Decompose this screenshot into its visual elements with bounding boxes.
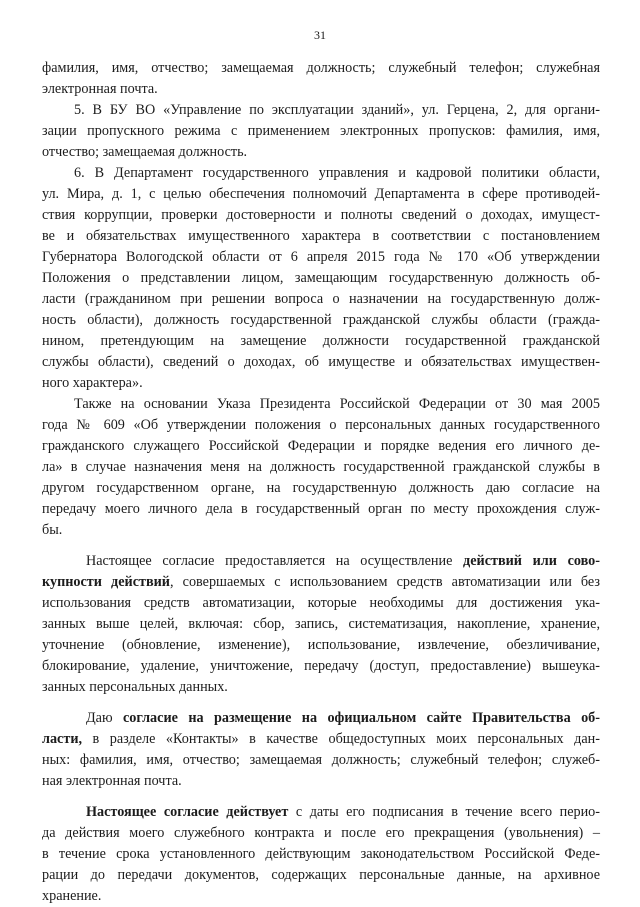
text-run: Настоящее согласие предоставляется на осуществление [86, 553, 453, 569]
text-line: в течение срока установленного действующим законодательством Российской Феде- [42, 846, 600, 862]
text-line: гражданского служащего Российской Федерации и порядке ведения его личного де- [42, 438, 600, 454]
bold-text: ласти, [42, 731, 83, 747]
text-line: ность области), должность государственной гражданской службы области (гражда- [42, 312, 600, 328]
text-line: передачу моего личного дела в государственный орган по месту прохождения служ- [42, 501, 600, 517]
text-line: ного характера». [42, 375, 143, 391]
text-line: занных персональных данных. [42, 679, 228, 695]
text-line: ласти (гражданином при решении вопроса о назначении на государственную долж- [42, 291, 600, 307]
text-line: зации пропускного режима с применением электронных пропусков: фамилия, имя, [42, 123, 600, 139]
text-line [42, 729, 600, 750]
text-line: года № 609 «Об утверждении положения о персональных данных государственного [42, 417, 600, 433]
text-line: отчество; замещаемая должность. [42, 144, 248, 160]
text-line: уточнение (обновление, изменение), использование, извлечение, обезличивание, [42, 637, 600, 653]
text-line: нином, претендующим на замещение должности государственной гражданской [42, 333, 600, 349]
text-line: занных выше целей, включая: сбор, запись, систематизация, накопление, хранение, [42, 616, 600, 632]
text-line: ул. Мира, д. 1, с целью обеспечения полномочий Департамента в сфере противодей- [42, 186, 600, 202]
text-run: , совершаемых с использованием средств автоматизации или без [170, 574, 600, 590]
text-line: службы области), сведений о доходах, об имуществе и обязательствах имуществен- [42, 354, 600, 370]
text-line: блокирование, удаление, уничтожение, передачу (доступ, предоставление) вышеука- [42, 658, 600, 674]
text-line: Также на основании Указа Президента Российской Федерации от 30 мая 2005 [74, 396, 600, 412]
text-line: другом государственном органе, на государственную должность даю согласие на [42, 480, 600, 496]
text-line: да действия моего служебного контракта и после его прекращения (увольнения) – [42, 825, 600, 841]
text-line: фамилия, имя, отчество; замещаемая должность; служебный телефон; служебная [42, 60, 600, 76]
text-line: 6. В Департамент государственного управления и кадровой политики области, [74, 165, 600, 181]
text-line [42, 551, 600, 572]
text-line: ная электронная почта. [42, 773, 182, 789]
text-line: Положения о представлении лицом, замещающим государственную должность об- [42, 270, 600, 286]
text-line: Губернатора Вологодской области от 6 апреля 2015 года № 170 «Об утверждении [42, 249, 600, 265]
text-line: электронная почта. [42, 81, 158, 97]
text-run: Даю [86, 710, 123, 726]
text-line [42, 572, 600, 593]
text-line: ве и обязательствах имущественного характера в соответствии с постановлением [42, 228, 600, 244]
text-line: 5. В БУ ВО «Управление по эксплуатации зданий», ул. Герцена, 2, для органи- [74, 102, 600, 118]
page-number: 31 [314, 28, 326, 42]
text-line: ла» в случае назначения меня на должность государственной гражданской службы в [42, 459, 600, 475]
text-run: с даты его подписания в течение всего перио- [288, 804, 600, 820]
bold-text: Настоящее согласие действует [86, 804, 289, 820]
text-line: ных: фамилия, имя, отчество; замещаемая должность; служебный телефон; служеб- [42, 752, 600, 768]
text-line: ствия коррупции, проверки достоверности и полноты сведений о доходах, имущест- [42, 207, 600, 223]
document-body [42, 58, 600, 907]
text-line [42, 708, 600, 729]
text-line: использования средств автоматизации, которые необходимы для достижения ука- [42, 595, 600, 611]
bold-text: согласие на размещение на официальном сайте Правительства об- [122, 710, 600, 726]
text-line: хранение. [42, 888, 102, 904]
text-run: в разделе «Контакты» в качестве общедоступных моих персональных дан- [82, 731, 600, 747]
text-line: бы. [42, 522, 63, 538]
bold-text: действий или сово- [463, 553, 600, 569]
text-line [42, 802, 600, 823]
text-line: рации до передачи документов, содержащих персональные данные, на архивное [42, 867, 600, 883]
bold-text: купности действий [42, 574, 170, 590]
